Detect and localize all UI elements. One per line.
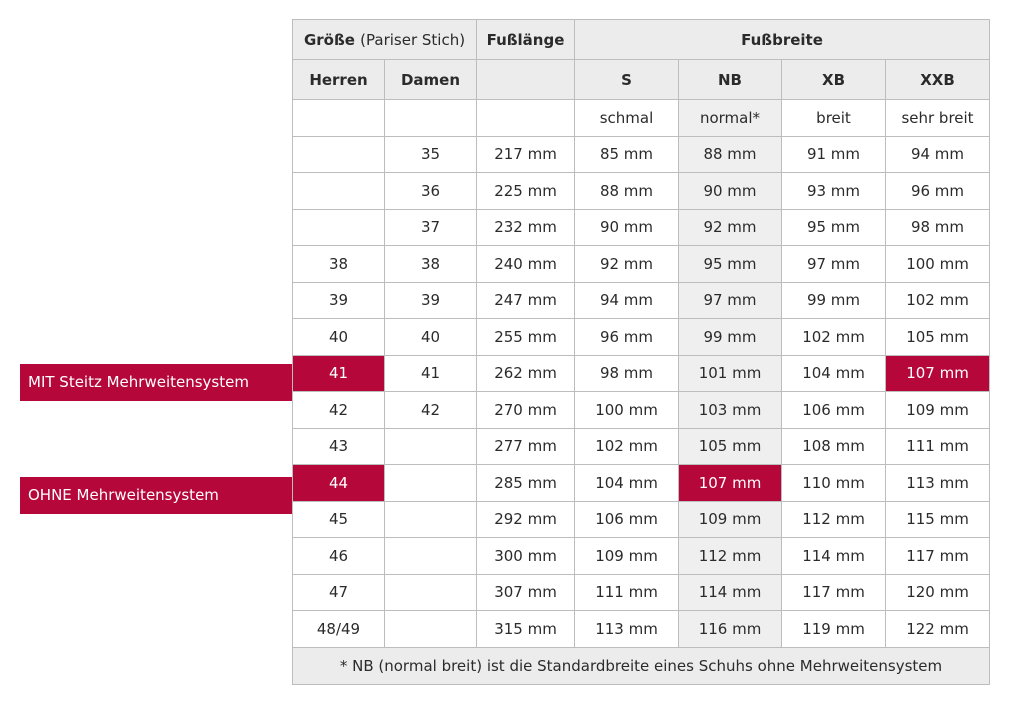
width-code-xxb: XXB — [886, 60, 990, 100]
cell-herren: 44 — [293, 465, 385, 502]
width-code-xb: XB — [782, 60, 886, 100]
cell-xxb: 105 mm — [886, 319, 990, 356]
foot-length-header: Fußlänge — [477, 20, 575, 60]
cell-fusslaenge: 217 mm — [477, 136, 575, 173]
cell-xxb: 113 mm — [886, 465, 990, 502]
table-row — [293, 282, 990, 319]
table-row — [293, 392, 990, 429]
cell-xb: 108 mm — [782, 428, 886, 465]
cell-damen — [385, 428, 477, 465]
cell-xxb: 117 mm — [886, 538, 990, 575]
cell-fusslaenge: 262 mm — [477, 355, 575, 392]
cell-damen — [385, 501, 477, 538]
cell-xxb: 94 mm — [886, 136, 990, 173]
header-row-2 — [293, 60, 990, 100]
cell-herren — [293, 173, 385, 210]
highlight-label-ohne: OHNE Mehrweitensystem — [20, 477, 292, 514]
cell-fusslaenge: 225 mm — [477, 173, 575, 210]
cell-s: 98 mm — [575, 355, 679, 392]
width-code-s: S — [575, 60, 679, 100]
size-table — [292, 19, 990, 685]
cell-fusslaenge: 255 mm — [477, 319, 575, 356]
cell-herren: 41 — [293, 355, 385, 392]
cell-s: 102 mm — [575, 428, 679, 465]
cell-xb: 93 mm — [782, 173, 886, 210]
cell-xxb: 107 mm — [886, 355, 990, 392]
cell-herren — [293, 136, 385, 173]
cell-xb: 110 mm — [782, 465, 886, 502]
cell-nb: 90 mm — [679, 173, 782, 210]
cell-s: 94 mm — [575, 282, 679, 319]
cell-damen: 35 — [385, 136, 477, 173]
foot-width-header: Fußbreite — [575, 20, 990, 60]
width-label-s: schmal — [575, 100, 679, 137]
table-row — [293, 501, 990, 538]
cell-xb: 95 mm — [782, 209, 886, 246]
cell-nb: 114 mm — [679, 574, 782, 611]
cell-fusslaenge: 232 mm — [477, 209, 575, 246]
cell-damen: 36 — [385, 173, 477, 210]
cell-xxb: 111 mm — [886, 428, 990, 465]
table-row — [293, 465, 990, 502]
cell-s: 100 mm — [575, 392, 679, 429]
cell-fusslaenge: 277 mm — [477, 428, 575, 465]
table-row — [293, 319, 990, 356]
cell-s: 111 mm — [575, 574, 679, 611]
cell-herren: 43 — [293, 428, 385, 465]
cell-nb: 101 mm — [679, 355, 782, 392]
women-header: Damen — [385, 60, 477, 100]
table-row — [293, 611, 990, 648]
cell-xb: 106 mm — [782, 392, 886, 429]
width-label-xxb: sehr breit — [886, 100, 990, 137]
cell-nb: 88 mm — [679, 136, 782, 173]
cell-fusslaenge: 292 mm — [477, 501, 575, 538]
cell-damen: 39 — [385, 282, 477, 319]
cell-nb: 97 mm — [679, 282, 782, 319]
cell-damen — [385, 611, 477, 648]
empty-header — [477, 60, 575, 100]
highlight-label-mit: MIT Steitz Mehrweitensystem — [20, 364, 292, 401]
cell-xb: 102 mm — [782, 319, 886, 356]
cell-xb: 119 mm — [782, 611, 886, 648]
cell-nb: 92 mm — [679, 209, 782, 246]
cell-fusslaenge: 240 mm — [477, 246, 575, 283]
cell-s: 88 mm — [575, 173, 679, 210]
table-row — [293, 173, 990, 210]
cell-s: 109 mm — [575, 538, 679, 575]
cell-xb: 117 mm — [782, 574, 886, 611]
cell-xxb: 100 mm — [886, 246, 990, 283]
cell-nb: 116 mm — [679, 611, 782, 648]
cell-fusslaenge: 270 mm — [477, 392, 575, 429]
cell-damen — [385, 538, 477, 575]
cell-damen — [385, 574, 477, 611]
men-header: Herren — [293, 60, 385, 100]
table-row — [293, 246, 990, 283]
cell-damen: 37 — [385, 209, 477, 246]
cell-damen: 40 — [385, 319, 477, 356]
cell-xb: 114 mm — [782, 538, 886, 575]
width-label-row — [293, 100, 990, 137]
cell-xb: 112 mm — [782, 501, 886, 538]
cell-herren: 42 — [293, 392, 385, 429]
cell-xxb: 96 mm — [886, 173, 990, 210]
cell-herren: 40 — [293, 319, 385, 356]
cell-nb: 109 mm — [679, 501, 782, 538]
cell-s: 85 mm — [575, 136, 679, 173]
cell-xb: 99 mm — [782, 282, 886, 319]
cell-s: 92 mm — [575, 246, 679, 283]
cell-s: 96 mm — [575, 319, 679, 356]
cell-nb: 107 mm — [679, 465, 782, 502]
cell-xxb: 115 mm — [886, 501, 990, 538]
size-header: Größe (Pariser Stich) — [293, 20, 477, 60]
cell-herren: 46 — [293, 538, 385, 575]
cell-xxb: 98 mm — [886, 209, 990, 246]
cell-herren: 48/49 — [293, 611, 385, 648]
footnote: * NB (normal breit) ist die Standardbreite eines Schuhs ohne Mehrweitensystem — [293, 647, 990, 684]
footnote-row — [293, 647, 990, 684]
cell-herren: 38 — [293, 246, 385, 283]
cell-fusslaenge: 285 mm — [477, 465, 575, 502]
cell-xb: 104 mm — [782, 355, 886, 392]
cell-xxb: 109 mm — [886, 392, 990, 429]
table-row — [293, 209, 990, 246]
cell-damen — [385, 465, 477, 502]
cell-s: 113 mm — [575, 611, 679, 648]
cell-s: 90 mm — [575, 209, 679, 246]
cell-fusslaenge: 307 mm — [477, 574, 575, 611]
cell-nb: 95 mm — [679, 246, 782, 283]
cell-xb: 97 mm — [782, 246, 886, 283]
width-code-nb: NB — [679, 60, 782, 100]
table-row — [293, 428, 990, 465]
cell-damen: 38 — [385, 246, 477, 283]
cell-s: 104 mm — [575, 465, 679, 502]
cell-damen: 42 — [385, 392, 477, 429]
cell-herren: 45 — [293, 501, 385, 538]
cell-herren: 47 — [293, 574, 385, 611]
width-label-xb: breit — [782, 100, 886, 137]
cell-xxb: 102 mm — [886, 282, 990, 319]
table-row — [293, 538, 990, 575]
cell-nb: 99 mm — [679, 319, 782, 356]
cell-xxb: 120 mm — [886, 574, 990, 611]
width-label-nb: normal* — [679, 100, 782, 137]
cell-damen: 41 — [385, 355, 477, 392]
table-row — [293, 355, 990, 392]
table-row — [293, 574, 990, 611]
cell-fusslaenge: 300 mm — [477, 538, 575, 575]
cell-xxb: 122 mm — [886, 611, 990, 648]
header-row-1 — [293, 20, 990, 60]
cell-fusslaenge: 247 mm — [477, 282, 575, 319]
cell-nb: 112 mm — [679, 538, 782, 575]
cell-fusslaenge: 315 mm — [477, 611, 575, 648]
cell-herren — [293, 209, 385, 246]
cell-xb: 91 mm — [782, 136, 886, 173]
cell-nb: 103 mm — [679, 392, 782, 429]
cell-herren: 39 — [293, 282, 385, 319]
cell-s: 106 mm — [575, 501, 679, 538]
table-row — [293, 136, 990, 173]
cell-nb: 105 mm — [679, 428, 782, 465]
